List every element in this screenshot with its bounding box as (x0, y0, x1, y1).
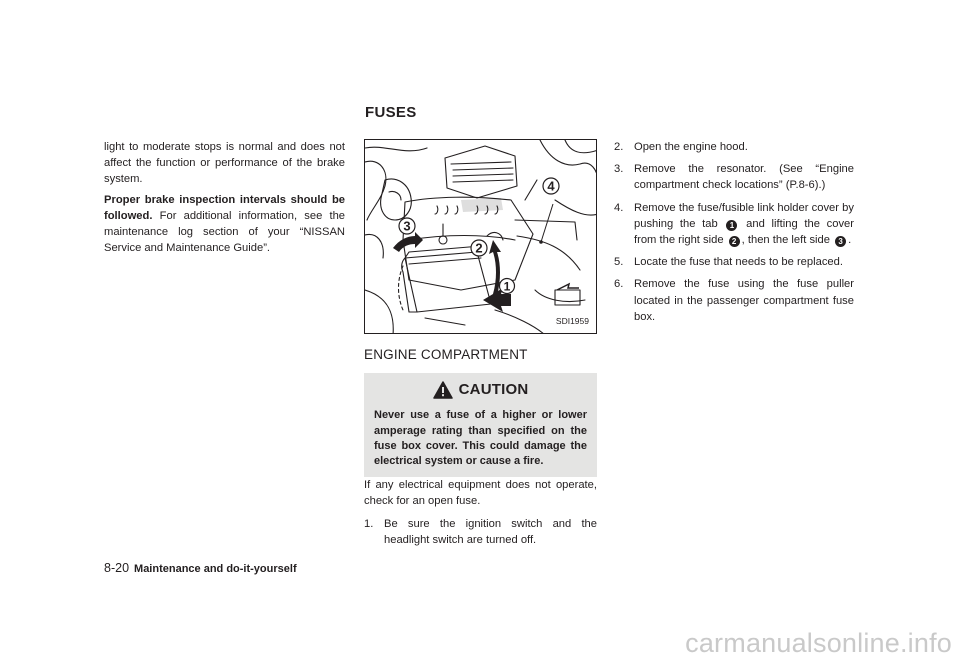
brake-inspection-lead: Proper brake inspection intervals should be followed. (104, 193, 345, 222)
chapter-title: Maintenance and do-it-yourself (134, 563, 297, 575)
left-column (104, 139, 345, 256)
step-number: 3. (614, 163, 624, 176)
steps-list-part-1 (364, 516, 597, 548)
step-text: Remove the resonator. (See “Engine compartment check locations” (P.8-6).) (634, 163, 854, 192)
step-4-text-a: Remove the fuse/fusible link holder cover by pushing the tab (634, 201, 854, 230)
callout-2-label: 2 (475, 240, 483, 256)
callout-2 (471, 240, 487, 256)
middle-column (364, 139, 597, 554)
callout-4 (543, 178, 559, 194)
step-text: Be sure the ignition switch and the headlight switch are turned off. (384, 517, 597, 546)
brake-inspection-paragraph (104, 192, 345, 257)
callout-1 (500, 279, 515, 294)
step-4 (614, 200, 854, 249)
brake-intro-text: light to moderate stops is normal and does not affect the function or performance of the brake system. (104, 141, 345, 186)
callout-ref-1: 1 (726, 220, 737, 231)
right-column (614, 139, 854, 331)
figure-code: SDI1959 (555, 313, 590, 329)
step-4-text-d: . (848, 234, 852, 247)
open-fuse-intro: If any electrical equipment does not operate, check for an open fuse. (364, 479, 597, 508)
step-number: 4. (614, 201, 624, 214)
step-text (634, 200, 854, 249)
step-number: 6. (614, 278, 624, 291)
page-number: 8-20 (104, 561, 130, 575)
callout-3 (399, 218, 415, 234)
step-1 (364, 516, 597, 548)
step-text: Remove the fuse using the fuse puller located in the passenger compartment fuse box. (634, 278, 854, 323)
step-6 (614, 276, 854, 325)
page-footer (104, 561, 297, 575)
steps-list-part-2 (614, 139, 854, 325)
caution-text: Never use a fuse of a higher or lower amperage rating than specified on the fuse box cover. This could damage the electrical system or cause a fire. (374, 409, 587, 468)
step-4-text-c: , then the left side (741, 234, 830, 247)
callout-4-label: 4 (547, 178, 555, 194)
section-title: FUSES (365, 104, 417, 121)
step-number: 5. (614, 256, 624, 269)
watermark-text: carmanualsonline.info (685, 628, 952, 658)
brake-inspection-rest: For additional information, see the maintenance log section of your “NISSAN Service and Maintenance Guide”. (104, 209, 346, 255)
engine-compartment-figure (364, 139, 597, 334)
callout-3-label: 3 (403, 218, 411, 234)
step-text: Open the engine hood. (634, 141, 748, 153)
warning-triangle-icon (433, 381, 453, 399)
callout-1-label: 1 (503, 279, 511, 294)
callout-ref-2: 2 (729, 236, 740, 247)
step-2 (614, 139, 854, 155)
step-number: 1. (364, 517, 374, 530)
caution-label: CAUTION (458, 381, 529, 399)
callout-ref-3: 3 (835, 236, 846, 247)
step-text: Locate the fuse that needs to be replaced. (634, 256, 843, 269)
caution-box (364, 373, 597, 477)
step-number: 2. (614, 141, 624, 153)
caution-header (374, 381, 587, 399)
step-4-text-b: and lifting the cover from the right side (634, 217, 855, 247)
step-3 (614, 161, 854, 193)
engine-compartment-heading: ENGINE COMPARTMENT (364, 347, 528, 362)
step-5 (614, 254, 854, 270)
fuse-holder-illustration (365, 140, 597, 334)
